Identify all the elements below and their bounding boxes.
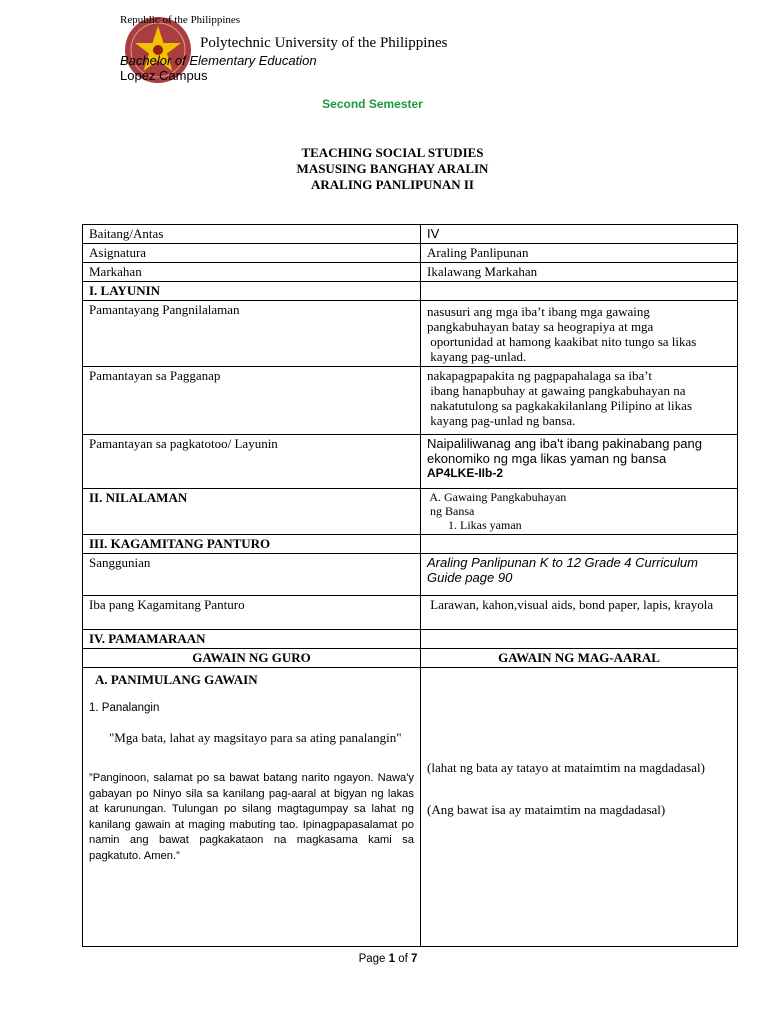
document-title-line-1: TEACHING SOCIAL STUDIES xyxy=(301,145,484,160)
university-name: Polytechnic University of the Philippines xyxy=(200,35,448,51)
section-heading-kagamitan: III. KAGAMITANG PANTURO xyxy=(83,535,421,554)
table-row xyxy=(83,535,738,554)
campus-name: Lopez Campus xyxy=(120,68,208,83)
page-number: Page 1 of 7 xyxy=(358,953,418,965)
lesson-plan-table xyxy=(82,224,738,947)
grade-value: IV xyxy=(421,225,738,244)
step-1-label: 1. Panalangin xyxy=(89,702,160,714)
section-heading-pamamaraan: IV. PAMAMARAAN xyxy=(83,630,421,649)
student-activity-header: GAWAIN NG MAG-AARAL xyxy=(421,649,738,668)
table-row xyxy=(83,367,738,435)
table-row xyxy=(83,630,738,649)
table-row xyxy=(83,489,738,535)
document-title-line-2: MASUSING BANGHAY ARALIN xyxy=(296,161,489,176)
republic-line: Republic of the Philippines xyxy=(120,14,241,26)
table-row xyxy=(83,301,738,367)
grade-label: Baitang/Antas xyxy=(83,225,421,244)
prayer-text: ”Panginoon, salamat po sa bawat batang narito ngayon. Nawa'y gabayan po Ninyo sila sa kanilang pag-aaral at bigyan ng lakas at karunungan. Tulungan po silang magtagumpay sa lahat ng kanilang gawain at maging mabuting tao. Ipinagpapasalamat po namin ang bawat pagkakataon na magkasama kami sa pagkatuto. Amen.” xyxy=(89,772,414,862)
content-standard-value: nasusuri ang mga iba’t ibang mga gawaing pangkabuhayan batay sa heograpiya at mga oportunidad at hamong kaakibat nito tungo sa likas kayang pag-unlad. xyxy=(421,301,738,367)
program-name: Bachelor of Elementary Education xyxy=(120,53,317,68)
student-response-2: (Ang bawat isa ay mataimtim na magdadasal) xyxy=(427,802,666,817)
objective-value: Naipaliliwanag ang iba't ibang pakinabang pang ekonomiko ng mga likas yaman ng bansa AP4LKE-IIb-2 xyxy=(421,435,738,489)
section-heading-layunin: I. LAYUNIN xyxy=(83,282,421,301)
objective-label: Pamantayan sa pagkatotoo/ Layunin xyxy=(83,435,421,489)
table-row xyxy=(83,435,738,489)
teacher-quote: "Mga bata, lahat ay magsitayo para sa ating panalangin" xyxy=(109,730,402,745)
teacher-activity-cell xyxy=(83,668,421,947)
section-heading-nilalaman: II. NILALAMAN xyxy=(83,489,421,535)
content-standard-label: Pamantayang Pangnilalaman xyxy=(83,301,421,367)
table-row xyxy=(83,225,738,244)
materials-value: Larawan, kahon,visual aids, bond paper, lapis, krayola xyxy=(421,596,738,630)
performance-standard-value: nakapagpapakita ng pagpapahalaga sa iba’t ibang hanapbuhay at gawaing pangkabuhayan na nakatutulong sa pagkakakilanlang Pilipino at likas kayang pag-unlad ng bansa. xyxy=(421,367,738,435)
materials-label: Iba pang Kagamitang Panturo xyxy=(83,596,421,630)
semester-label: Second Semester xyxy=(322,97,423,111)
document-title-line-3: ARALING PANLIPUNAN II xyxy=(311,177,474,192)
table-row xyxy=(83,282,738,301)
competency-code: AP4LKE-IIb-2 xyxy=(427,466,504,480)
student-response-1: (lahat ng bata ay tatayo at mataimtim na magdadasal) xyxy=(427,760,705,775)
student-activity-cell xyxy=(421,668,738,947)
content-value: A. Gawaing Pangkabuhayan ng Bansa 1. Likas yaman xyxy=(421,489,738,535)
table-row xyxy=(83,263,738,282)
quarter-label: Markahan xyxy=(83,263,421,282)
table-row xyxy=(83,668,738,947)
reference-value: Araling Panlipunan K to 12 Grade 4 Curriculum Guide page 90 xyxy=(421,554,738,596)
table-row xyxy=(83,554,738,596)
teacher-activity-header: GAWAIN NG GURO xyxy=(83,649,421,668)
subject-label: Asignatura xyxy=(83,244,421,263)
reference-label: Sanggunian xyxy=(83,554,421,596)
table-row xyxy=(83,596,738,630)
performance-standard-label: Pamantayan sa Pagganap xyxy=(83,367,421,435)
quarter-value: Ikalawang Markahan xyxy=(421,263,738,282)
part-a-heading: A. PANIMULANG GAWAIN xyxy=(95,672,258,687)
table-row xyxy=(83,244,738,263)
table-row xyxy=(83,649,738,668)
subject-value: Araling Panlipunan xyxy=(421,244,738,263)
